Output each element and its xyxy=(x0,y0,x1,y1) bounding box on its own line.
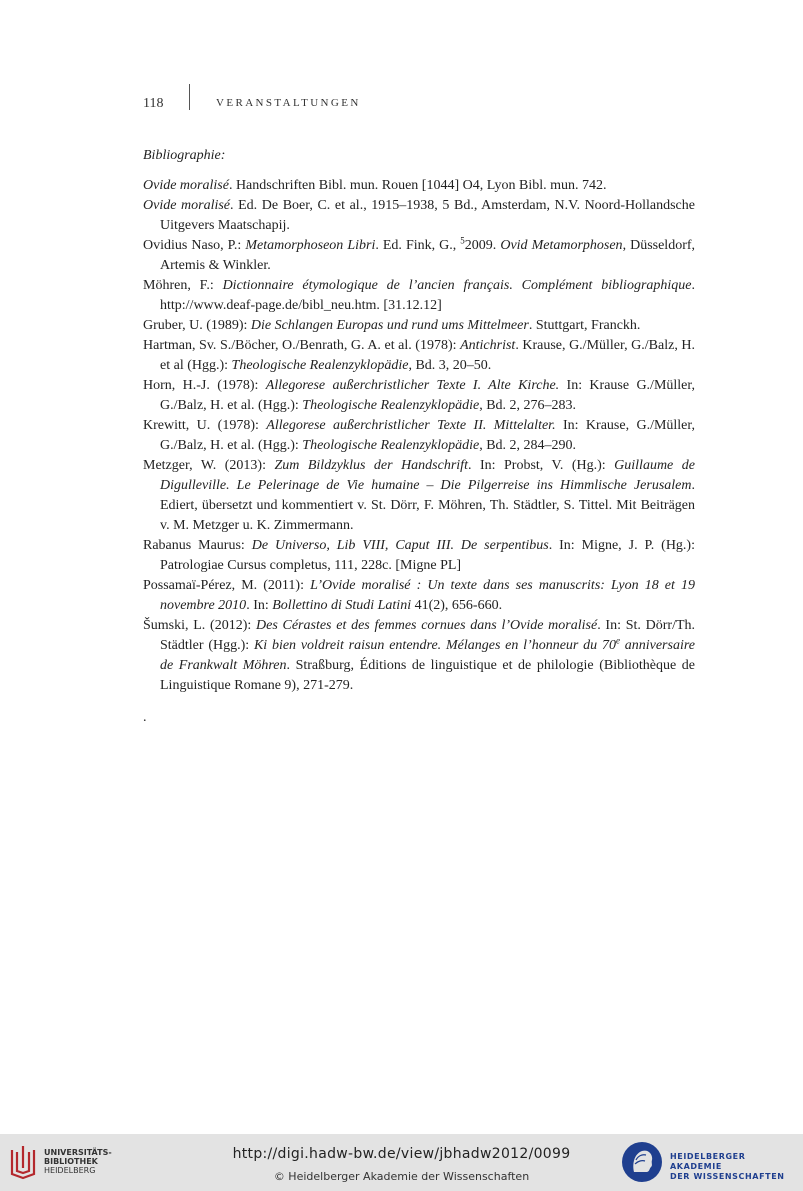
bibliography-entry xyxy=(143,416,695,456)
entry-title-segment: De Universo, Lib VIII, Caput III. De serpentibus xyxy=(251,538,549,553)
academy-line-1: HEIDELBERGER AKADEMIE xyxy=(670,1152,746,1171)
entry-title-segment: Des Cérastes et des femmes cornues dans l’Ovide moralisé xyxy=(256,618,598,633)
entry-text-segment: . Ed. De Boer, C. et al., 1915–1938, 5 Bd., Amsterdam, N.V. Noord-Hollandsche Uitgevers Maatschapij. xyxy=(160,198,695,233)
entry-text-segment: Rabanus Maurus: xyxy=(143,538,252,553)
bibliography-entry xyxy=(143,236,695,276)
academy-line-2: DER WISSENSCHAFTEN xyxy=(670,1172,785,1181)
bibliography-entry xyxy=(143,576,695,616)
bibliography-entry xyxy=(143,276,695,316)
entry-title-segment: Dictionnaire étymologique de l’ancien français. Complément bibliographique xyxy=(222,278,692,293)
entry-title-segment: Die Schlangen Europas und rund ums Mittelmeer xyxy=(250,318,529,333)
entry-title-segment: Guillaume de Digulleville. Le Pelerinage de Vie humaine – Die Pilgerreise ins Himmlische Jerusalem xyxy=(160,458,695,493)
ub-line-3: HEIDELBERG xyxy=(44,1166,96,1175)
entry-text-segment: Ovidius Naso, P.: xyxy=(143,238,246,253)
ub-line-2: BIBLIOTHEK xyxy=(44,1157,98,1166)
academy-name xyxy=(670,1152,800,1182)
entry-text-segment: Hartman, Sv. S./Böcher, O./Benrath, G. A. et al. (1978): xyxy=(143,338,461,353)
trailing-mark: . xyxy=(143,710,147,725)
footer-bar xyxy=(0,1134,803,1191)
entry-text-segment: . Krause, G./Müller, G./Balz, H. et al (Hgg.): xyxy=(160,338,695,373)
entry-text-segment: . Ed. Fink, G., xyxy=(375,238,461,253)
entry-text-segment: Krewitt, U. (1978): xyxy=(143,418,267,433)
entry-title-segment: Ovide moralisé xyxy=(143,178,229,193)
bibliography-entry xyxy=(143,316,695,336)
entry-text-segment: , Bd. 2, 284–290. xyxy=(479,438,577,453)
ub-line-1: UNIVERSITÄTS- xyxy=(44,1148,112,1157)
source-url-link[interactable]: http://digi.hadw-bw.de/view/jbhadw2012/0099 xyxy=(232,1146,571,1162)
entry-text-segment: Possamaï-Pérez, M. (2011): xyxy=(143,578,311,593)
entry-title-segment: Antichrist xyxy=(460,338,516,353)
entry-title-segment: anniversaire de Frankwalt Möhren xyxy=(160,638,695,673)
entry-title-segment: Ki bien voldreit raisun entendre. Mélanges en l’honneur du 70 xyxy=(253,638,616,653)
entry-title-segment: Bollettino di Studi Latini xyxy=(272,598,412,613)
bibliography-entry xyxy=(143,536,695,576)
entry-text-segment: Šumski, L. (2012): xyxy=(143,618,256,633)
entry-title-segment: Theologische Realenzyklopädie xyxy=(302,398,480,413)
bibliography-heading: Bibliographie: xyxy=(143,148,226,163)
bibliography-list xyxy=(143,176,695,696)
bibliography-entry xyxy=(143,176,695,196)
academy-logo[interactable] xyxy=(620,1140,800,1184)
entry-text-segment: , Bd. 3, 20–50. xyxy=(408,358,492,373)
page-number: 118 xyxy=(143,96,164,111)
entry-text-segment: 2009. xyxy=(464,238,501,253)
bibliography-entry xyxy=(143,456,695,536)
header-divider xyxy=(189,84,190,110)
entry-text-segment: . In: xyxy=(246,598,273,613)
entry-text-segment: . Handschriften Bibl. mun. Rouen [1044] O4, Lyon Bibl. mun. 742. xyxy=(228,178,607,193)
entry-title-segment: Metamorphoseon Libri xyxy=(245,238,376,253)
entry-title-segment: Ovide moralisé xyxy=(143,198,231,213)
entry-text-segment: . Straßburg, Éditions de linguistique et de philologie (Bibliothèque de Linguistique Romane 9), 271-279. xyxy=(160,658,695,693)
entry-text-segment: Gruber, U. (1989): xyxy=(143,318,251,333)
section-title: VERANSTALTUNGEN xyxy=(216,97,361,109)
entry-text-segment: , Düsseldorf, Artemis & Winkler. xyxy=(160,238,696,273)
entry-text-segment: In: Krause G./Müller, G./Balz, H. et al. (Hgg.): xyxy=(160,378,695,413)
bibliography-entry xyxy=(143,196,695,236)
academy-head-icon xyxy=(620,1140,664,1184)
entry-title-segment: Zum Bildzyklus der Handschrift xyxy=(274,458,468,473)
entry-text-segment: , Bd. 2, 276–283. xyxy=(479,398,577,413)
entry-title-segment: Theologische Realenzyklopädie xyxy=(231,358,409,373)
entry-text-segment: Metzger, W. (2013): xyxy=(143,458,275,473)
entry-title-segment: L’Ovide moralisé : Un texte dans ses manuscrits: Lyon 18 et 19 novembre 2010 xyxy=(160,578,695,613)
entry-text-segment: . In: Probst, V. (Hg.): xyxy=(467,458,615,473)
entry-text-segment: . In: St. Dörr/Th. Städtler (Hgg.): xyxy=(160,618,696,653)
entry-title-segment: Allegorese außerchristlicher Texte II. Mittelalter. xyxy=(266,418,556,433)
entry-text-segment: Horn, H.-J. (1978): xyxy=(143,378,266,393)
entry-text-segment: . Stuttgart, Franckh. xyxy=(528,318,641,333)
entry-text-segment: . In: Migne, J. P. (Hg.): Patrologiae Cursus completus, 111, 228c. [Migne PL] xyxy=(160,538,695,573)
entry-text-segment: In: Krause, G./Müller, G./Balz, H. et al. (Hgg.): xyxy=(160,418,696,453)
entry-title-segment: Allegorese außerchristlicher Texte I. Alte Kirche. xyxy=(265,378,560,393)
entry-title-segment: Theologische Realenzyklopädie xyxy=(302,438,480,453)
entry-text-segment: 5 xyxy=(460,235,465,246)
bibliography-entry xyxy=(143,616,695,696)
entry-title-segment: Ovid Metamorphosen xyxy=(500,238,623,253)
bibliography-entry xyxy=(143,336,695,376)
entry-text-segment: . Ediert, übersetzt und kommentiert v. St. Dörr, F. Möhren, Th. Städtler, S. Tittel. Mit Beiträgen v. M. Metzger u. K. Zimmermann. xyxy=(160,478,695,533)
entry-text-segment: . http://www.deaf-page.de/bibl_neu.htm. [31.12.12] xyxy=(160,278,695,313)
copyright-notice: © Heidelberger Akademie der Wissenschaften xyxy=(273,1170,530,1183)
entry-title-segment: e xyxy=(615,635,620,646)
entry-text-segment: 41(2), 656-660. xyxy=(411,598,503,613)
entry-text-segment: Möhren, F.: xyxy=(143,278,223,293)
bibliography-entry xyxy=(143,376,695,416)
